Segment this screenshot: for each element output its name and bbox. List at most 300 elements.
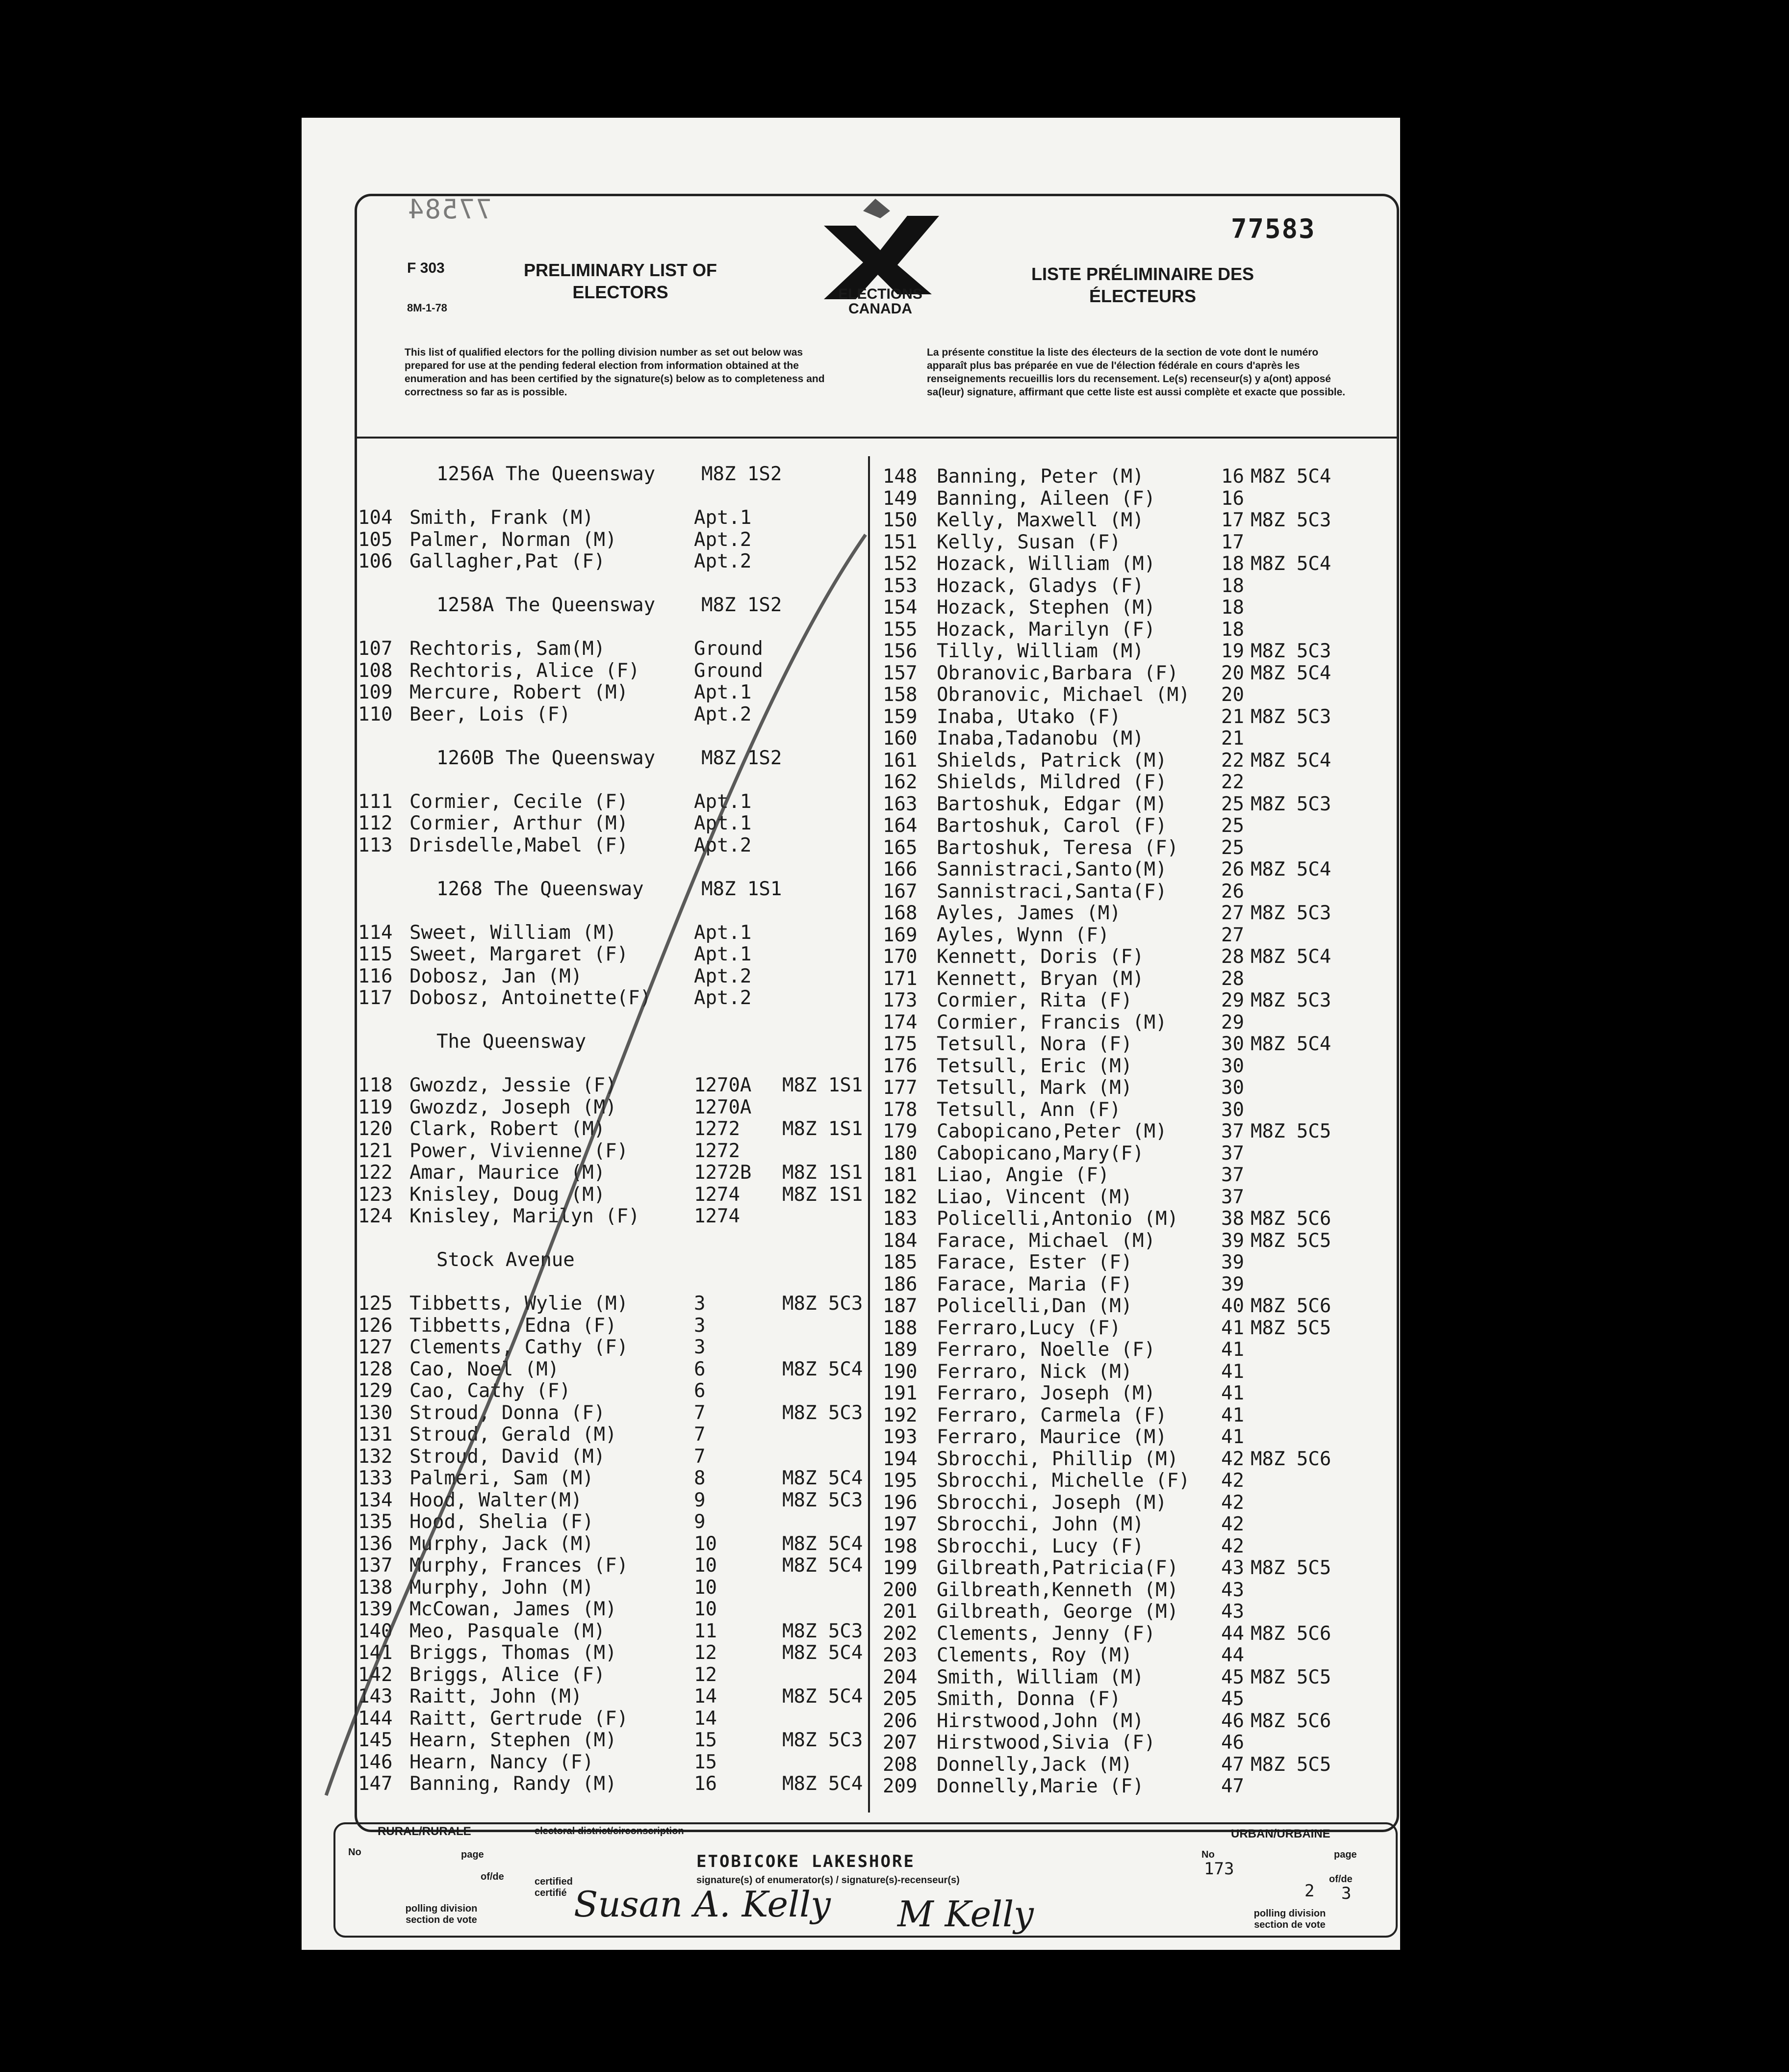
elector-address: 20 — [1221, 662, 1244, 684]
elector-number: 198 — [883, 1535, 918, 1557]
elector-name: Cormier, Arthur (M) — [409, 812, 629, 834]
elector-name: Gwozdz, Joseph (M) — [409, 1096, 617, 1118]
elector-name: Clements, Cathy (F) — [409, 1336, 629, 1358]
elector-number: 152 — [883, 553, 918, 575]
elector-number: 108 — [358, 659, 393, 682]
elector-postal-code: M8Z 5C5 — [1251, 1753, 1331, 1776]
elector-address: 30 — [1221, 1055, 1244, 1077]
elector-address: 1270A — [694, 1074, 752, 1096]
elector-address: 42 — [1221, 1470, 1244, 1492]
elector-name: Rechtoris, Sam(M) — [409, 638, 606, 660]
elector-number: 195 — [883, 1470, 918, 1492]
elector-number: 109 — [358, 681, 393, 703]
elector-address: 39 — [1221, 1251, 1244, 1273]
elector-address: 42 — [1221, 1535, 1244, 1557]
form-code: F 303 — [407, 260, 445, 276]
elector-postal-code: M8Z 5C6 — [1251, 1208, 1331, 1230]
serial-number-bleed: 77584 — [407, 194, 492, 225]
elector-number: 179 — [883, 1120, 918, 1142]
elector-number: 183 — [883, 1208, 918, 1230]
elector-name: Ferraro, Nick (M) — [937, 1360, 1133, 1383]
elector-postal-code: M8Z 5C3 — [1251, 705, 1331, 728]
serial-number: 77583 — [1231, 213, 1316, 244]
elector-name: Briggs, Alice (F) — [409, 1663, 606, 1686]
elector-address: 22 — [1221, 749, 1244, 772]
elector-name: Liao, Angie (F) — [937, 1164, 1110, 1186]
elector-number: 178 — [883, 1098, 918, 1121]
elector-number: 114 — [358, 921, 393, 944]
elector-number: 177 — [883, 1077, 918, 1099]
elector-postal-code: M8Z 5C4 — [782, 1467, 863, 1489]
elector-address: 3 — [694, 1293, 706, 1315]
elector-address: 29 — [1221, 989, 1244, 1011]
notice-french: La présente constitue la liste des électeurs de la section de vote dont le numéro apparaît plus bas préparée en vue de l'élection fédérale en cours d'après les renseignements recueillis lors du recensement. Le(s) recenseur(s) y a(ont) apposé sa(leur) signature, affirmant que cette liste est aussi complète et exacte que possible. — [927, 347, 1346, 398]
elector-address: 25 — [1221, 836, 1244, 859]
elector-number: 187 — [883, 1295, 918, 1317]
elector-address: 7 — [694, 1445, 706, 1468]
elector-address: 12 — [694, 1663, 717, 1686]
elector-name: Dobosz, Antoinette(F) — [409, 987, 652, 1009]
elector-postal-code: M8Z 5C4 — [782, 1358, 863, 1380]
elector-name: Hozack, William (M) — [937, 553, 1156, 575]
elector-number: 185 — [883, 1251, 918, 1273]
elector-address: 6 — [694, 1358, 706, 1380]
elector-postal-code: M8Z 5C4 — [1251, 662, 1331, 684]
elector-number: 193 — [883, 1426, 918, 1448]
elector-name: Sannistraci,Santo(M) — [937, 858, 1167, 881]
elector-postal-code: M8Z 5C3 — [1251, 640, 1331, 662]
elector-number: 167 — [883, 880, 918, 903]
elector-number: 174 — [883, 1011, 918, 1034]
urban-of-label: of/de — [1329, 1874, 1353, 1885]
elector-address: 30 — [1221, 1033, 1244, 1055]
elector-number: 128 — [358, 1358, 393, 1380]
elector-name: Hearn, Stephen (M) — [409, 1729, 617, 1751]
elector-name: Mercure, Robert (M) — [409, 681, 629, 703]
elector-number: 194 — [883, 1448, 918, 1470]
elector-name: Farace, Maria (F) — [937, 1273, 1133, 1295]
elector-number: 176 — [883, 1055, 918, 1077]
elector-number: 127 — [358, 1336, 393, 1358]
elector-number: 132 — [358, 1445, 393, 1468]
elector-number: 141 — [358, 1642, 393, 1664]
elector-address: 1270A — [694, 1096, 752, 1118]
elector-address: 26 — [1221, 858, 1244, 881]
elector-number: 156 — [883, 640, 918, 662]
elector-number: 190 — [883, 1360, 918, 1383]
elector-number: 171 — [883, 967, 918, 990]
elector-number: 129 — [358, 1380, 393, 1402]
elector-address: 46 — [1221, 1709, 1244, 1732]
certified-label: certified certifié — [535, 1876, 573, 1898]
elector-name: Palmeri, Sam (M) — [409, 1467, 594, 1489]
elector-name: Bartoshuk, Carol (F) — [937, 815, 1167, 837]
elector-postal-code: M8Z 5C5 — [1251, 1229, 1331, 1252]
elector-name: Cao, Noel (M) — [409, 1358, 560, 1380]
rural-polling-division-label: polling division section de vote — [405, 1903, 478, 1925]
elector-address: 37 — [1221, 1142, 1244, 1165]
elector-address: Ground — [694, 659, 763, 682]
rural-page-label: page — [461, 1849, 484, 1860]
elector-number: 148 — [883, 466, 918, 488]
elector-name: Cao, Cathy (F) — [409, 1380, 571, 1402]
elector-name: Smith, William (M) — [937, 1666, 1144, 1688]
elector-postal-code: M8Z 5C5 — [1251, 1120, 1331, 1142]
elector-name: Ayles, James (M) — [937, 902, 1121, 924]
elector-address: 3 — [694, 1336, 706, 1358]
elector-postal-code: M8Z 1S1 — [782, 1162, 863, 1184]
elector-name: Beer, Lois (F) — [409, 703, 571, 725]
elector-postal-code: M8Z 5C4 — [1251, 858, 1331, 881]
elector-address: 12 — [694, 1642, 717, 1664]
elector-name: Ferraro, Joseph (M) — [937, 1382, 1156, 1404]
elector-address: 47 — [1221, 1775, 1244, 1797]
rural-label: RURAL/RURALE — [378, 1825, 471, 1838]
elector-name: Obranovic, Michael (M) — [937, 684, 1190, 706]
elector-name: Gallagher,Pat (F) — [409, 550, 606, 572]
street-name: Stock Avenue — [436, 1249, 575, 1271]
elector-postal-code: M8Z 5C4 — [1251, 749, 1331, 772]
elector-number: 206 — [883, 1709, 918, 1732]
elector-number: 196 — [883, 1491, 918, 1514]
elector-address: 42 — [1221, 1448, 1244, 1470]
elector-address: Apt.2 — [694, 834, 752, 856]
elector-address: 15 — [694, 1751, 717, 1773]
elector-address: Apt.1 — [694, 921, 752, 944]
elector-address: 44 — [1221, 1622, 1244, 1645]
elector-address: 26 — [1221, 880, 1244, 903]
elector-number: 136 — [358, 1532, 393, 1555]
elector-address: 18 — [1221, 596, 1244, 619]
street-postal-code: M8Z 1S2 — [701, 463, 782, 485]
elector-number: 119 — [358, 1096, 393, 1118]
elector-name: Tetsull, Ann (F) — [937, 1098, 1121, 1121]
elector-address: 17 — [1221, 509, 1244, 531]
elector-address: 45 — [1221, 1666, 1244, 1688]
elector-number: 112 — [358, 812, 393, 834]
elector-number: 188 — [883, 1317, 918, 1339]
elector-number: 138 — [358, 1576, 393, 1599]
elector-number: 164 — [883, 815, 918, 837]
elector-name: Hearn, Nancy (F) — [409, 1751, 594, 1773]
elector-name: Stroud, David (M) — [409, 1445, 606, 1468]
elector-address: 28 — [1221, 946, 1244, 968]
elector-address: 1272 — [694, 1140, 740, 1162]
elector-postal-code: M8Z 5C3 — [1251, 793, 1331, 815]
elector-number: 118 — [358, 1074, 393, 1096]
elector-number: 160 — [883, 727, 918, 750]
elector-name: Sbrocchi, Joseph (M) — [937, 1491, 1167, 1514]
elector-number: 184 — [883, 1229, 918, 1252]
elector-name: Hirstwood,Sivia (F) — [937, 1732, 1156, 1754]
elector-number: 180 — [883, 1142, 918, 1165]
elector-postal-code: M8Z 1S1 — [782, 1074, 863, 1096]
elector-postal-code: M8Z 5C3 — [782, 1620, 863, 1642]
elector-postal-code: M8Z 5C4 — [1251, 1033, 1331, 1055]
elector-name: Ayles, Wynn (F) — [937, 924, 1110, 946]
elector-name: Murphy, John (M) — [409, 1576, 594, 1599]
elector-address: 25 — [1221, 793, 1244, 815]
elector-name: Ferraro, Noelle (F) — [937, 1339, 1156, 1361]
elector-number: 121 — [358, 1140, 393, 1162]
elector-name: Murphy, Frances (F) — [409, 1554, 629, 1577]
elector-number: 133 — [358, 1467, 393, 1489]
elector-postal-code: M8Z 5C6 — [1251, 1295, 1331, 1317]
elector-postal-code: M8Z 5C4 — [1251, 946, 1331, 968]
elector-name: Cabopicano,Mary(F) — [937, 1142, 1144, 1165]
elector-name: Obranovic,Barbara (F) — [937, 662, 1179, 684]
elector-number: 110 — [358, 703, 393, 725]
elector-number: 130 — [358, 1401, 393, 1424]
elector-address: 29 — [1221, 1011, 1244, 1034]
elector-number: 175 — [883, 1033, 918, 1055]
street-name: The Queensway — [436, 1031, 587, 1053]
elector-name: Kelly, Susan (F) — [937, 531, 1121, 553]
elector-address: 18 — [1221, 553, 1244, 575]
elector-number: 209 — [883, 1775, 918, 1797]
elector-name: Smith, Donna (F) — [937, 1688, 1121, 1710]
elector-address: Apt.2 — [694, 703, 752, 725]
elector-address: 44 — [1221, 1644, 1244, 1666]
elector-address: 20 — [1221, 684, 1244, 706]
elector-address: 10 — [694, 1554, 717, 1577]
elector-postal-code: M8Z 5C5 — [1251, 1557, 1331, 1579]
elector-address: 39 — [1221, 1273, 1244, 1295]
form-date: 8M-1-78 — [407, 302, 447, 314]
elector-postal-code: M8Z 5C3 — [782, 1489, 863, 1511]
elector-number: 182 — [883, 1186, 918, 1208]
elector-address: 25 — [1221, 815, 1244, 837]
elector-address: 10 — [694, 1598, 717, 1620]
elector-postal-code: M8Z 5C4 — [782, 1685, 863, 1708]
elector-number: 150 — [883, 509, 918, 531]
elector-address: 27 — [1221, 902, 1244, 924]
rural-of-label: of/de — [481, 1871, 504, 1882]
elector-number: 170 — [883, 946, 918, 968]
elector-name: Gilbreath, George (M) — [937, 1601, 1179, 1623]
elector-address: Apt.2 — [694, 550, 752, 572]
elector-name: Tetsull, Mark (M) — [937, 1077, 1133, 1099]
elector-number: 169 — [883, 924, 918, 946]
elector-address: 28 — [1221, 967, 1244, 990]
logo-text-line2: CANADA — [848, 301, 912, 317]
elector-address: 47 — [1221, 1753, 1244, 1776]
elector-postal-code: M8Z 5C4 — [1251, 553, 1331, 575]
elector-name: Sweet, Margaret (F) — [409, 943, 629, 965]
elector-address: 27 — [1221, 924, 1244, 946]
signature-one: Susan A. Kelly — [574, 1884, 831, 1925]
elector-postal-code: M8Z 5C6 — [1251, 1709, 1331, 1732]
street-postal-code: M8Z 1S1 — [701, 878, 782, 900]
elector-name: Ferraro,Lucy (F) — [937, 1317, 1121, 1339]
elector-number: 155 — [883, 618, 918, 641]
elector-name: Gilbreath,Patricia(F) — [937, 1557, 1179, 1579]
elector-number: 116 — [358, 965, 393, 987]
elector-name: Ferraro, Maurice (M) — [937, 1426, 1167, 1448]
elector-name: Cormier, Rita (F) — [937, 989, 1133, 1011]
elector-number: 205 — [883, 1688, 918, 1710]
elector-number: 208 — [883, 1753, 918, 1776]
elector-number: 165 — [883, 836, 918, 859]
elector-address: 40 — [1221, 1295, 1244, 1317]
elector-address: Apt.1 — [694, 812, 752, 834]
elector-name: Dobosz, Jan (M) — [409, 965, 583, 987]
rural-no-label: No — [348, 1847, 361, 1858]
elector-number: 197 — [883, 1513, 918, 1535]
elector-name: Sbrocchi, Michelle (F) — [937, 1470, 1190, 1492]
elector-postal-code: M8Z 1S1 — [782, 1183, 863, 1206]
urban-polling-division-label: polling division section de vote — [1253, 1908, 1326, 1930]
elector-number: 200 — [883, 1579, 918, 1601]
elector-address: 41 — [1221, 1404, 1244, 1426]
elector-postal-code: M8Z 5C3 — [782, 1293, 863, 1315]
elector-number: 162 — [883, 771, 918, 793]
elector-postal-code: M8Z 5C4 — [782, 1532, 863, 1555]
elector-address: 42 — [1221, 1491, 1244, 1514]
elector-address: 30 — [1221, 1098, 1244, 1121]
elector-number: 137 — [358, 1554, 393, 1577]
elector-number: 192 — [883, 1404, 918, 1426]
elector-number: 154 — [883, 596, 918, 619]
elector-address: 43 — [1221, 1579, 1244, 1601]
elector-number: 106 — [358, 550, 393, 572]
elector-address: Apt.1 — [694, 790, 752, 813]
elector-address: 3 — [694, 1314, 706, 1337]
elector-address: 42 — [1221, 1513, 1244, 1535]
elector-address: 22 — [1221, 771, 1244, 793]
elector-name: Sbrocchi, Phillip (M) — [937, 1448, 1179, 1470]
elector-number: 104 — [358, 507, 393, 529]
elector-address: 37 — [1221, 1120, 1244, 1142]
elector-postal-code: M8Z 5C5 — [1251, 1666, 1331, 1688]
polling-division-number: 173 — [1204, 1859, 1234, 1879]
elector-address: 41 — [1221, 1426, 1244, 1448]
elector-name: Policelli,Dan (M) — [937, 1295, 1133, 1317]
elector-address: 41 — [1221, 1360, 1244, 1383]
elector-name: Hozack, Gladys (F) — [937, 574, 1144, 597]
elector-number: 147 — [358, 1773, 393, 1795]
street-postal-code: M8Z 1S2 — [701, 747, 782, 769]
elector-address: Apt.2 — [694, 528, 752, 551]
street-name: 1256A The Queensway — [436, 463, 656, 485]
elector-number: 124 — [358, 1205, 393, 1227]
elector-name: Cormier, Francis (M) — [937, 1011, 1167, 1034]
elector-address: 18 — [1221, 618, 1244, 641]
elector-address: Apt.1 — [694, 943, 752, 965]
elector-name: Sannistraci,Santa(F) — [937, 880, 1167, 903]
elector-address: 41 — [1221, 1317, 1244, 1339]
elector-address: 6 — [694, 1380, 706, 1402]
elector-address: 21 — [1221, 727, 1244, 750]
elector-address: 16 — [1221, 466, 1244, 488]
logo-text-line1: ELECTIONS — [838, 286, 922, 302]
elector-number: 143 — [358, 1685, 393, 1708]
elector-number: 115 — [358, 943, 393, 965]
elector-name: Cormier, Cecile (F) — [409, 790, 629, 813]
elector-address: 1274 — [694, 1205, 740, 1227]
elector-number: 117 — [358, 987, 393, 1009]
elector-number: 186 — [883, 1273, 918, 1295]
elector-name: Sbrocchi, Lucy (F) — [937, 1535, 1144, 1557]
elector-address: Apt.1 — [694, 681, 752, 703]
elector-address: 9 — [694, 1489, 706, 1511]
elector-number: 140 — [358, 1620, 393, 1642]
elector-name: Gilbreath,Kenneth (M) — [937, 1579, 1179, 1601]
elector-number: 126 — [358, 1314, 393, 1337]
title-en-line2: ELECTORS — [572, 282, 668, 302]
elector-name: Palmer, Norman (M) — [409, 528, 617, 551]
elector-address: 1272B — [694, 1162, 752, 1184]
urban-label: URBAN/URBAINE — [1231, 1827, 1330, 1840]
page-total: 3 — [1341, 1884, 1352, 1903]
elector-name: Banning, Aileen (F) — [937, 487, 1156, 510]
elector-name: Cabopicano,Peter (M) — [937, 1120, 1167, 1142]
elector-number: 168 — [883, 902, 918, 924]
elector-number: 149 — [883, 487, 918, 510]
elector-postal-code: M8Z 5C3 — [1251, 902, 1331, 924]
elector-number: 144 — [358, 1707, 393, 1730]
elector-address: 1272 — [694, 1118, 740, 1140]
elector-name: Knisley, Doug (M) — [409, 1183, 606, 1206]
elector-name: Banning, Peter (M) — [937, 466, 1144, 488]
elector-number: 203 — [883, 1644, 918, 1666]
elector-number: 139 — [358, 1598, 393, 1620]
elector-name: Bartoshuk, Edgar (M) — [937, 793, 1167, 815]
elector-name: McCowan, James (M) — [409, 1598, 617, 1620]
notice-english: This list of qualified electors for the polling division number as set out below was prepared for use at the pending federal election from information obtained at the enumeration and has been certified by the signature(s) below as to completeness and correctness so far as is possible. — [405, 347, 825, 398]
elector-number: 173 — [883, 989, 918, 1011]
elector-postal-code: M8Z 5C3 — [1251, 509, 1331, 531]
elector-address: 30 — [1221, 1077, 1244, 1099]
elector-address: 16 — [694, 1773, 717, 1795]
elector-address: 43 — [1221, 1557, 1244, 1579]
elector-number: 105 — [358, 528, 393, 551]
elector-name: Kelly, Maxwell (M) — [937, 509, 1144, 531]
elector-name: Tilly, William (M) — [937, 640, 1144, 662]
street-name: 1258A The Queensway — [436, 594, 656, 616]
electoral-district: ETOBICOKE LAKESHORE — [696, 1852, 915, 1871]
elector-number: 142 — [358, 1663, 393, 1686]
elector-number: 151 — [883, 531, 918, 553]
elector-address: 38 — [1221, 1208, 1244, 1230]
elector-name: Shields, Mildred (F) — [937, 771, 1167, 793]
elector-number: 163 — [883, 793, 918, 815]
elector-name: Power, Vivienne (F) — [409, 1140, 629, 1162]
elector-postal-code: M8Z 5C4 — [1251, 466, 1331, 488]
elector-number: 189 — [883, 1339, 918, 1361]
elector-name: Kennett, Bryan (M) — [937, 967, 1144, 990]
elector-number: 134 — [358, 1489, 393, 1511]
elector-number: 158 — [883, 684, 918, 706]
elector-number: 204 — [883, 1666, 918, 1688]
elector-postal-code: M8Z 5C6 — [1251, 1448, 1331, 1470]
elector-postal-code: M8Z 5C5 — [1251, 1317, 1331, 1339]
elector-number: 161 — [883, 749, 918, 772]
elector-postal-code: M8Z 5C3 — [782, 1401, 863, 1424]
elector-postal-code: M8Z 5C4 — [782, 1773, 863, 1795]
elector-name: Tibbetts, Wylie (M) — [409, 1293, 629, 1315]
elector-address: 43 — [1221, 1601, 1244, 1623]
elector-number: 207 — [883, 1732, 918, 1754]
elector-address: 18 — [1221, 574, 1244, 597]
elector-number: 166 — [883, 858, 918, 881]
elector-postal-code: M8Z 5C3 — [1251, 989, 1331, 1011]
signature-label: signature(s) of enumerator(s) / signature(s)-recenseur(s) — [696, 1875, 960, 1886]
elector-name: Hood, Walter(M) — [409, 1489, 583, 1511]
elector-address: 19 — [1221, 640, 1244, 662]
elector-address: 17 — [1221, 531, 1244, 553]
elector-postal-code: M8Z 5C6 — [1251, 1622, 1331, 1645]
